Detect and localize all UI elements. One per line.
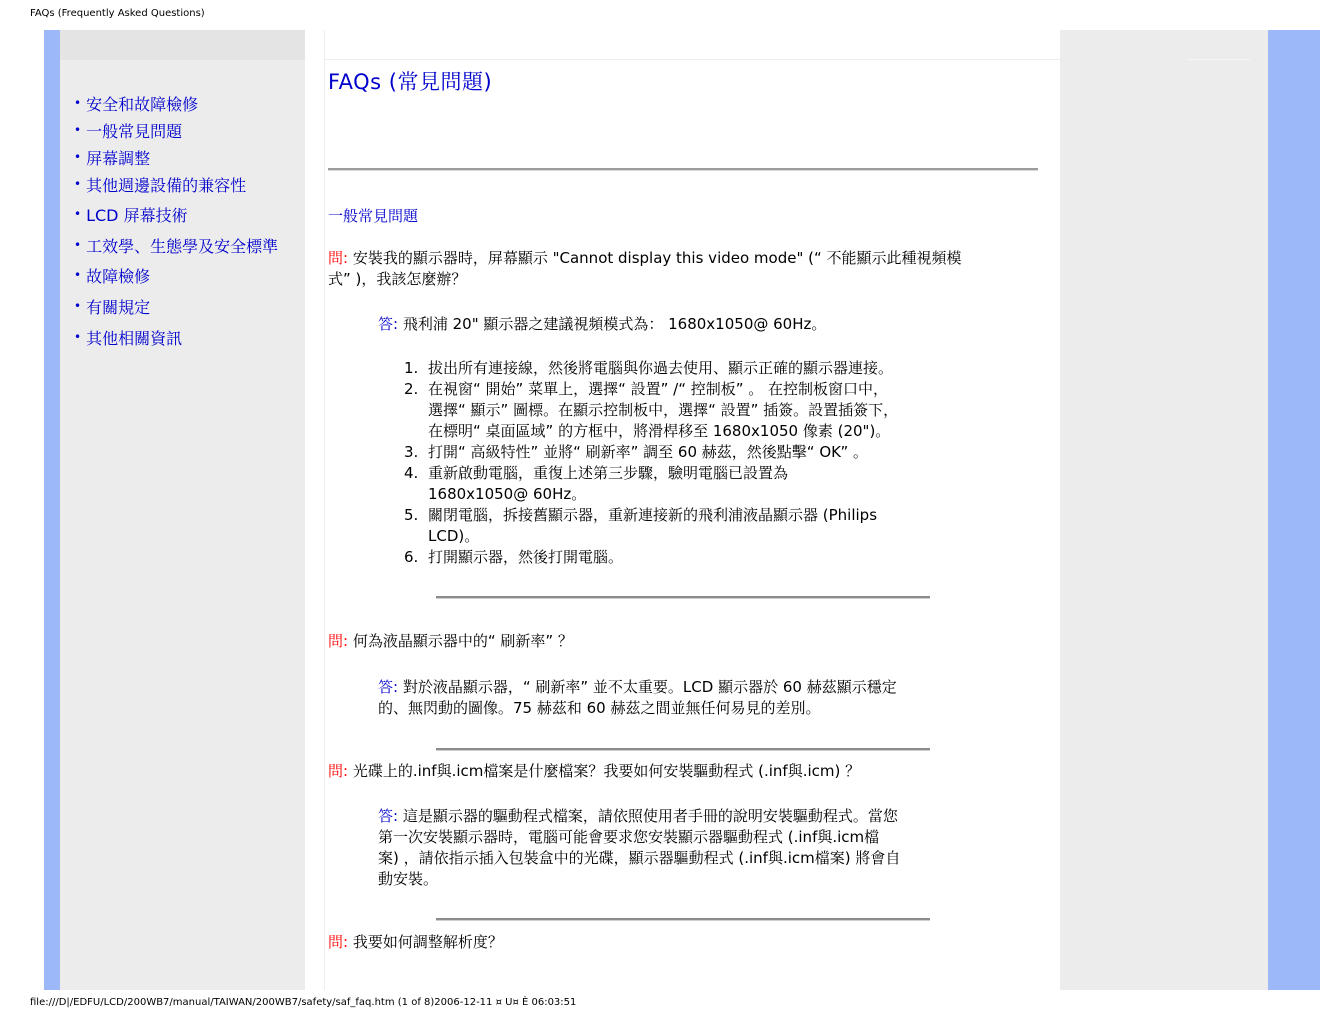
faq4-question: [328, 932, 503, 953]
step-line: 1680x1050@ 60Hz。: [428, 485, 587, 503]
step-number: 2.: [404, 380, 419, 398]
answer-label: 答:: [378, 807, 399, 825]
bullet-icon: •: [74, 330, 82, 344]
step-line: 在視窗“ 開始” 菜單上，選擇“ 設置” /“ 控制板” 。 在控制板窗口中，: [428, 380, 889, 398]
bullet-icon: •: [74, 299, 82, 313]
step-line: LCD)。: [428, 527, 480, 545]
faq-divider: [436, 748, 930, 751]
section-heading: 一般常見問題: [328, 207, 419, 225]
bullet-icon: •: [74, 207, 82, 221]
faq2-answer-line2: 的、無閃動的圖像。75 赫茲和 60 赫茲之間並無任何易見的差別。: [378, 699, 821, 717]
right-blue-bar: [1268, 30, 1320, 990]
list-item: [404, 505, 994, 547]
sidebar-item-ergonomics[interactable]: [74, 234, 278, 257]
faq2-answer-line1: 對於液晶顯示器，“ 刷新率” 並不太重要。LCD 顯示器於 60 赫茲顯示穩定: [402, 678, 897, 696]
sidebar-item-label: 其他相關資訊: [86, 329, 183, 348]
faq2-answer: [378, 677, 897, 719]
answer-label: 答:: [378, 315, 399, 333]
page-title: FAQs (常見問題): [328, 70, 493, 94]
faq3-question-text: 光碟上的.inf與.icm檔案是什麼檔案？我要如何安裝驅動程式 (.inf與.icm) ？: [352, 762, 861, 780]
step-line: 關閉電腦，拆接舊顯示器，重新連接新的飛利浦液晶顯示器 (Philips: [428, 506, 878, 524]
sidebar-item-regulatory[interactable]: [74, 295, 150, 318]
question-label: 問:: [328, 632, 349, 650]
bullet-icon: •: [74, 238, 82, 252]
faq2-question: [328, 631, 573, 652]
step-number: 1.: [404, 359, 419, 377]
sidebar-item-lcd-tech[interactable]: [74, 203, 188, 226]
bullet-icon: •: [74, 123, 82, 137]
faq3-answer-line2: 第一次安裝顯示器時，電腦可能會要求您安裝顯示器驅動程式 (.inf與.icm檔: [378, 828, 880, 846]
sidebar-item-label: 有關規定: [86, 298, 151, 317]
list-item: [404, 463, 994, 505]
list-item: [404, 442, 994, 463]
faq3-answer-line4: 動安裝。: [378, 870, 439, 888]
faq4-question-text: 我要如何調整解析度？: [352, 933, 503, 951]
sidebar-item-label: 屏幕調整: [86, 149, 151, 168]
faq1-answer-text: 飛利浦 20" 顯示器之建議視頻模式為： 1680x1050@ 60Hz。: [402, 315, 827, 333]
right-panel-line: [1188, 59, 1250, 60]
sidebar-item-label: 一般常見問題: [86, 122, 183, 141]
sidebar-item-screen-adjust[interactable]: [74, 146, 150, 169]
page-footer-path: file:///D|/EDFU/LCD/200WB7/manual/TAIWAN/200WB7/safety/saf_faq.htm (1 of 8)2006-12-11 ¤ U¤ È 06:03:51: [30, 997, 577, 1008]
step-line: 在標明“ 桌面區域” 的方框中，將滑桿移至 1680x1050 像素 (20")。: [428, 422, 891, 440]
sidebar-top-strip: [60, 30, 305, 60]
faq-divider: [436, 918, 930, 921]
sidebar-item-safety[interactable]: [74, 92, 198, 115]
question-label: 問:: [328, 249, 349, 267]
faq1-steps-list: [404, 358, 994, 568]
bullet-icon: •: [74, 268, 82, 282]
bullet-icon: •: [74, 177, 82, 191]
step-line: 重新啟動電腦，重復上述第三步驟，驗明電腦已設置為: [428, 464, 789, 482]
list-item: [404, 358, 994, 379]
faq3-answer-line3: 案) ，請依指示插入包裝盒中的光碟，顯示器驅動程式 (.inf與.icm檔案) 將會自: [378, 849, 901, 867]
sidebar-item-label: 工效學、生態學及安全標準: [86, 237, 279, 256]
sidebar-item-label: 安全和故障檢修: [86, 95, 199, 114]
question-label: 問:: [328, 762, 349, 780]
answer-label: 答:: [378, 678, 399, 696]
content-left-border: [324, 30, 325, 990]
list-item: [404, 547, 994, 568]
faq3-answer: [378, 806, 900, 890]
title-divider: [328, 168, 1038, 171]
sidebar-item-label: 故障檢修: [86, 267, 151, 286]
step-line: 選擇“ 顯示” 圖標。在顯示控制板中，選擇“ 設置” 插簽。設置插簽下，: [428, 401, 899, 419]
faq3-answer-line1: 這是顯示器的驅動程式檔案，請依照使用者手冊的說明安裝驅動程式。當您: [402, 807, 898, 825]
sidebar-item-general-faq[interactable]: [74, 119, 182, 142]
step-line: 打開“ 高級特性” 並將“ 刷新率” 調至 60 赫茲，然後點擊“ OK” 。: [428, 443, 869, 461]
page-header-title: FAQs (Frequently Asked Questions): [30, 8, 205, 19]
faq-divider: [436, 596, 930, 599]
faq1-question: [328, 248, 962, 290]
faq1-question-line2: 式” )，我該怎麼辦？: [328, 270, 467, 288]
sidebar-item-compatibility[interactable]: [74, 173, 246, 196]
faq1-question-line1: 安裝我的顯示器時，屏幕顯示 "Cannot display this video mode" (“ 不能顯示此種視頻模: [352, 249, 962, 267]
content-top-border: [325, 59, 1060, 60]
faq3-question: [328, 761, 860, 782]
list-item: [404, 379, 994, 442]
step-number: 4.: [404, 464, 419, 482]
step-line: 打開顯示器，然後打開電腦。: [428, 548, 624, 566]
sidebar-item-other-info[interactable]: [74, 326, 182, 349]
step-line: 拔出所有連接線，然後將電腦與你過去使用、顯示正確的顯示器連接。: [428, 359, 894, 377]
sidebar-item-label: LCD 屏幕技術: [86, 206, 188, 225]
sidebar-item-label: 其他週邊設備的兼容性: [86, 176, 247, 195]
left-blue-bar: [44, 30, 60, 990]
bullet-icon: •: [74, 150, 82, 164]
step-number: 5.: [404, 506, 419, 524]
step-number: 3.: [404, 443, 419, 461]
question-label: 問:: [328, 933, 349, 951]
faq2-question-text: 何為液晶顯示器中的“ 刷新率” ？: [352, 632, 573, 650]
right-gray-panel: [1060, 30, 1268, 990]
sidebar-item-troubleshooting[interactable]: [74, 264, 150, 287]
step-number: 6.: [404, 548, 419, 566]
bullet-icon: •: [74, 96, 82, 110]
faq1-answer: [378, 314, 826, 335]
